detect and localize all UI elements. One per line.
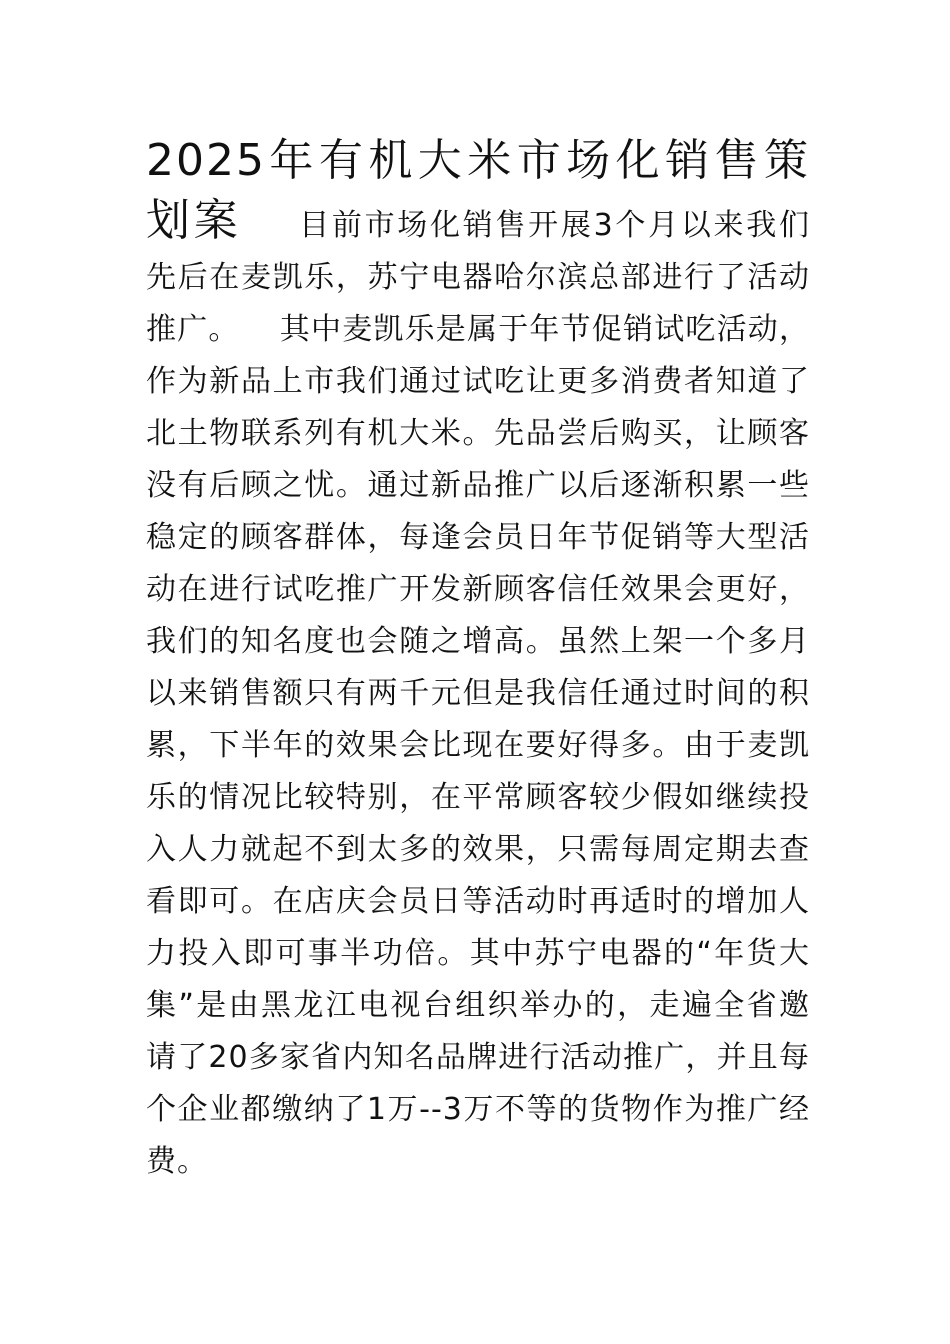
document-title: 2025年有机大米市场化销售策划案 <box>146 135 810 246</box>
paragraph-2: 其中麦凯乐是属于年节促销试吃活动，作为新品上市我们通过试吃让更多消费者知道了北土物联系列有机大米。先品尝后购买，让顾客没有后顾之忧。通过新品推广以后逐渐积累一些稳定的顾客群体，每逢会员日年节促销等大型活动在进行试吃推广开发新顾客信任效果会更好，我们的知名度也会随之增高。虽然上架一个多月以来销售额只有两千元但是我信任通过时间的积累，下半年的效果会比现在要好得多。由于麦凯乐的情况比较特别，在平常顾客较少假如继续投入人力就起不到太多的效果，只需每周定期去查看即可。在店庆会员日等活动时再适时的增加人力投入即可事半功倍。 <box>146 312 811 971</box>
paragraph-3: 其中苏宁电器的“年货大集”是由黑龙江电视台组织举办的，走遍全省邀请了20多家省内知名品牌进行活动推广，并且每个企业都缴纳了1万--3万不等的货物作为推广经费。 <box>146 936 811 1179</box>
document-body <box>146 132 810 1188</box>
paragraph-1: 目前市场化销售开展3个月以来我们先后在麦凯乐，苏宁电器哈尔滨总部进行了活动推广。 <box>146 208 810 347</box>
